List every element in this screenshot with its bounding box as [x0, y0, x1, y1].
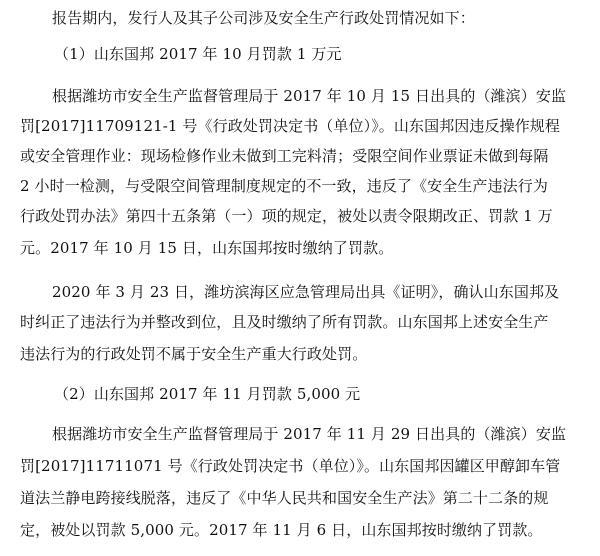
section-1-paragraph-2-line: 时纠正了违法行为并整改到位，且及时缴纳了所有罚款。山东国邦上述安全生产: [20, 313, 549, 331]
section-2-paragraph-1-line: 罚[2017]11711071 号《行政处罚决定书（单位）》。山东国邦因罐区甲醇卸车管: [20, 457, 561, 475]
section-2-heading: （2）山东国邦 2017 年 11 月罚款 5,000 元: [54, 385, 361, 403]
section-1-paragraph-1-line: 元。2017 年 10 月 15 日，山东国邦按时缴纳了罚款。: [20, 239, 394, 257]
section-1-paragraph-1-line: 2 小时一检测，与受限空间管理制度规定的不一致，违反了《安全生产违法行为: [20, 177, 548, 195]
intro-text: 报告期内，发行人及其子公司涉及安全生产行政处罚情况如下：: [52, 9, 475, 27]
section-1-paragraph-1-line: 根据潍坊市安全生产监督管理局于 2017 年 10 月 15 日出具的（潍滨）安监: [52, 87, 567, 105]
section-2-paragraph-1-line: 道法兰静电跨接线脱落，违反了《中华人民共和国安全生产法》第二十二条的规: [20, 489, 549, 507]
section-1-paragraph-2-line: 违法行为的行政处罚不属于安全生产重大行政处罚。: [20, 345, 368, 363]
section-1-paragraph-2-line: 2020 年 3 月 23 日，潍坊滨海区应急管理局出具《证明》，确认山东国邦及: [52, 283, 560, 301]
section-1-paragraph-1-line: 行政处罚办法》第四十五条第（一）项的规定，被处以责令限期改正、罚款 1 万: [20, 207, 553, 225]
section-1-paragraph-1-line: 罚[2017]11709121-1 号《行政处罚决定书（单位）》。山东国邦因违反操作规程: [20, 117, 561, 135]
section-1-paragraph-1-line: 或安全管理作业：现场检修作业未做到工完料清；受限空间作业票证未做到每隔: [20, 147, 549, 165]
section-2-paragraph-1-line: 定，被处以罚款 5,000 元。2017 年 11 月 6 日，山东国邦按时缴纳了罚款。: [20, 521, 543, 539]
section-2-paragraph-1-line: 根据潍坊市安全生产监督管理局于 2017 年 11 月 29 日出具的（潍滨）安监: [52, 425, 567, 443]
section-1-heading: （1）山东国邦 2017 年 10 月罚款 1 万元: [54, 45, 342, 63]
